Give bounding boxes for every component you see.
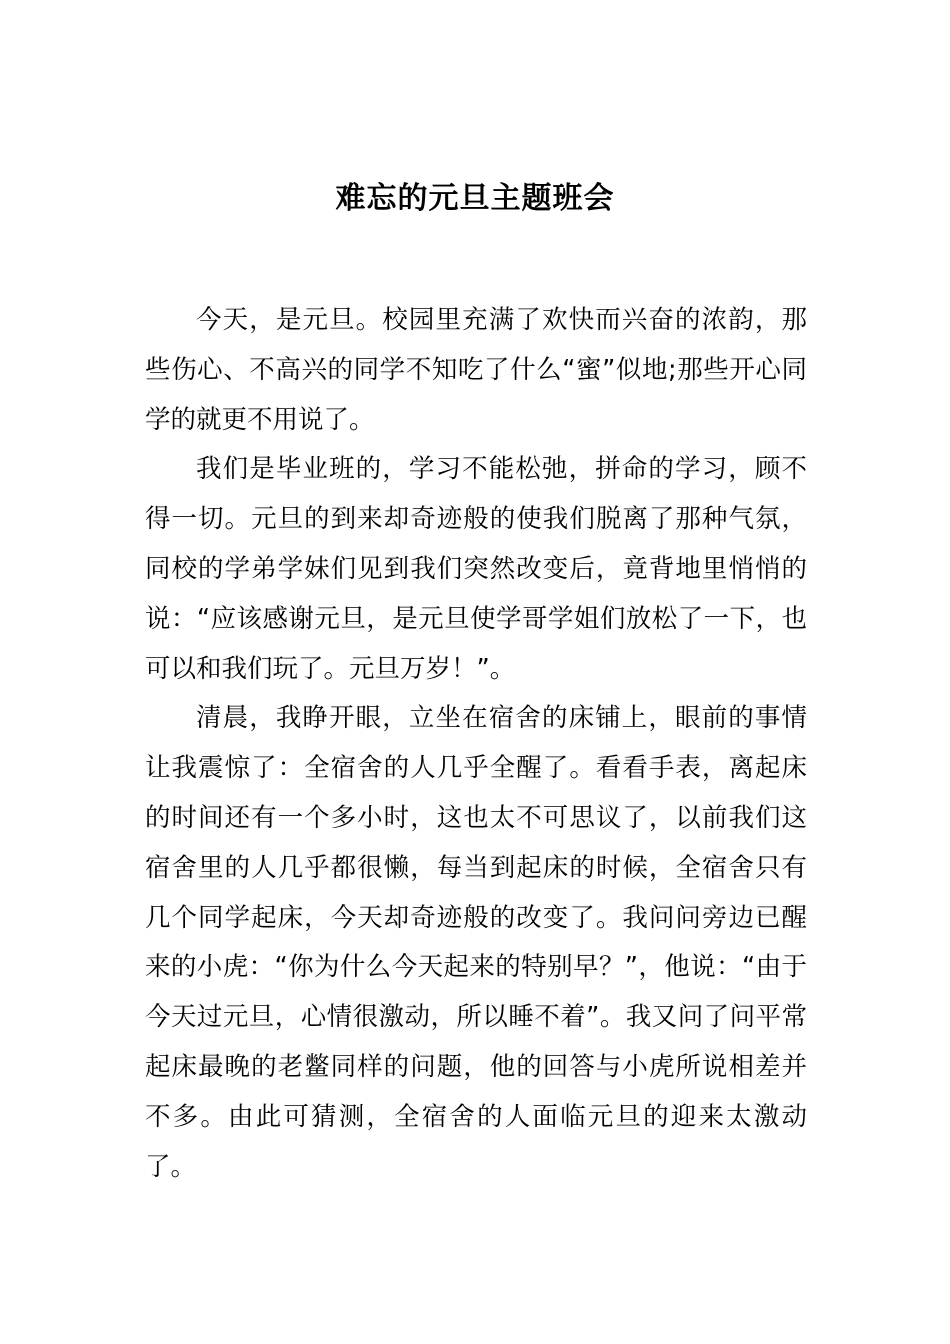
page-title: 难忘的元旦主题班会 (335, 181, 615, 217)
paragraph-3: 清晨，我睁开眼，立坐在宿舍的床铺上，眼前的事情让我震惊了：全宿舍的人几乎全醒了。看看手表，离起床的时间还有一个多小时，这也太不可思议了，以前我们这宿舍里的人几乎都很懒，每当到起床的时候，全宿舍只有几个同学起床，今天却奇迹般的改变了。我问问旁边已醒来的小虎：“你为什么今天起来的特别早？”，他说：“由于今天过元旦，心情很激动，所以睡不着”。我又问了问平常起床最晚的老鳖同样的问题，他的回答与小虎所说相差并不多。由此可猜测，全宿舍的人面临元旦的迎来太激动了。 (145, 703, 807, 1182)
document-body (145, 296, 807, 1192)
paragraph-2: 我们是毕业班的，学习不能松弛，拼命的学习，顾不得一切。元旦的到来却奇迹般的使我们脱离了那种气氛，同校的学弟学妹们见到我们突然改变后，竟背地里悄悄的说：“应该感谢元旦，是元旦使学哥学姐们放松了一下，也可以和我们玩了。元旦万岁！”。 (145, 454, 807, 684)
paragraph-1: 今天，是元旦。校园里充满了欢快而兴奋的浓韵，那些伤心、不高兴的同学不知吃了什么“蜜”似地;那些开心同学的就更不用说了。 (145, 305, 807, 435)
